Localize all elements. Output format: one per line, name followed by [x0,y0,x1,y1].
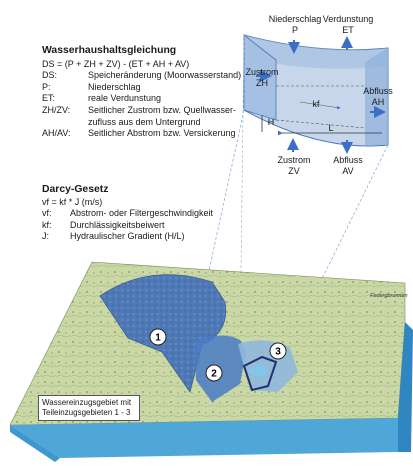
def-row: P: Niederschlag [42,81,141,92]
evaporation-label: Verdunstung ET [322,14,374,35]
map-caption: Wassereinzugsgebiet mit Teileinzugsgebieten 1 - 3 [38,395,140,421]
place-label: Federgbrunnen [370,293,408,299]
def-row: ZH/ZV: Seitlicher Zustrom bzw. Quellwasser- [42,104,237,115]
darcy-title: Darcy-Gesetz [42,184,109,195]
water-balance-equation: DS = (P + ZH + ZV) - (ET + AH + AV) [42,58,190,69]
water-balance-title: Wasserhaushaltsgleichung [42,45,177,56]
marker-3 [270,343,286,359]
kf-label: kf [312,99,320,109]
marker-2 [206,365,222,381]
def-row: DS: Speicheränderung (Moorwasserstand) [42,70,242,81]
l-label: L [328,123,334,133]
precipitation-label: Niederschlag P [268,14,322,35]
darcy-equation: vf = kf * J (m/s) [42,196,103,207]
outflow-h-label: Abfluss AH [363,86,393,107]
svg-text:1: 1 [155,332,161,344]
def-row: ET: reale Verdunstung [42,93,162,104]
inflow-v-label: Zustrom ZV [277,155,311,176]
def-row: zufluss aus dem Untergrund [88,116,201,127]
outflow-v-label: Abfluss AV [333,155,363,176]
darcy-def-row: kf: Durchlässigkeitsbeiwert [42,219,165,230]
def-row: AH/AV: Seitlicher Abstrom bzw. Versickerung [42,128,236,139]
marker-1 [150,329,166,345]
svg-text:3: 3 [275,346,281,358]
darcy-def-row: J: Hydraulischer Gradient (H/L) [42,231,185,242]
inflow-h-label: Zustrom ZH [245,67,279,88]
h-label: H [267,117,275,127]
darcy-def-row: vf: Abstrom- oder Filtergeschwindigkeit [42,208,214,219]
svg-text:2: 2 [211,368,217,380]
